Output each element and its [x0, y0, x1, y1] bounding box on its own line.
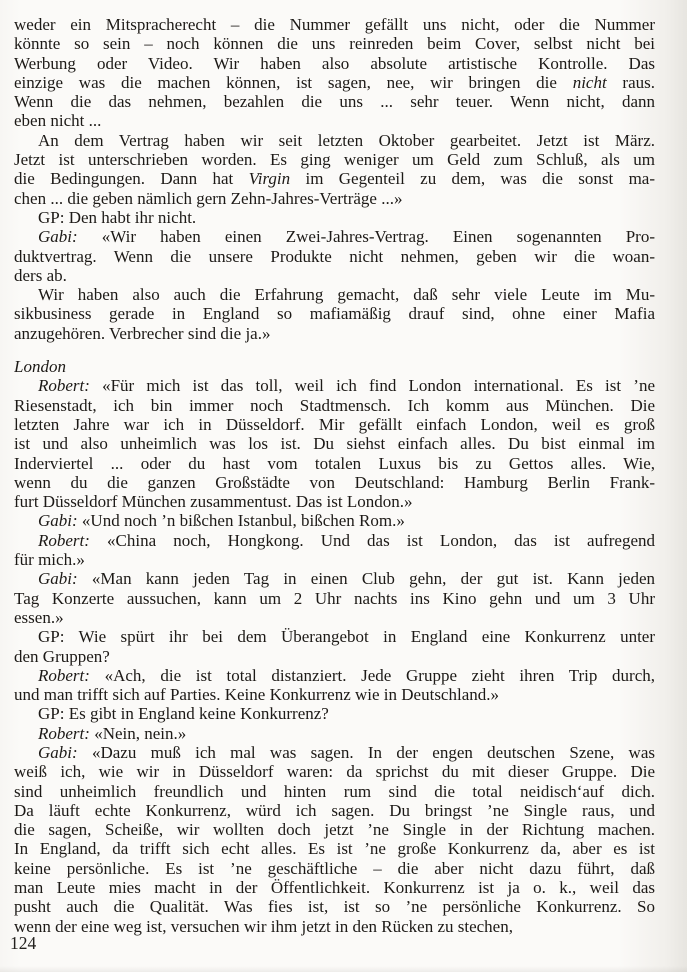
italic-text: Robert:	[38, 665, 90, 685]
text-run: Werbung oder Video. Wir haben also absolute artistische Kontrolle. Das	[14, 53, 655, 73]
text-run: könnte so sein – noch können die uns reinreden beim Cover, selbst nicht bei	[14, 34, 655, 54]
text-run: Inderviertel ... oder du hast vom totalen Luxus bis zu Gettos alles. Wie,	[14, 453, 655, 473]
text-line	[14, 92, 655, 111]
text-run: «Und noch ’n bißchen Istanbul, bißchen Rom.»	[77, 511, 405, 531]
text-run: Jetzt ist unterschrieben worden. Es ging weniger um Geld zum Schluß, als um	[14, 150, 655, 170]
text-run: sikbusiness gerade in England so mafiamäßig drauf sind, ohne einer Mafia	[14, 304, 655, 324]
italic-text: Virgin	[248, 169, 291, 189]
text-run: «Wir haben einen Zwei-Jahres-Vertrag. Einen sogenannten Pro-	[77, 227, 655, 247]
text-run: die Bedingungen. Dann hat	[14, 169, 249, 189]
text-line	[14, 415, 655, 434]
text-run: keine persönliche. Es ist ’ne geschäftliche – die aber nicht dazu führt, daß	[14, 858, 655, 878]
paragraph	[14, 569, 655, 627]
text-line	[14, 357, 655, 376]
text-line	[14, 454, 655, 473]
text-run: einzige was die machen können, ist sagen, nee, wir bringen die	[14, 72, 573, 92]
text-run: man Leute mies macht in der Öffentlichkeit. Konkurrenz ist ja o. k., weil das	[14, 878, 655, 898]
text-line	[14, 531, 655, 550]
paragraph	[14, 743, 655, 936]
text-run: GP: Es gibt in England keine Konkurrenz?	[38, 704, 329, 724]
text-line	[14, 511, 655, 530]
scan-edge-shadow	[0, 966, 687, 972]
text-line	[14, 73, 655, 92]
text-line	[14, 473, 655, 492]
text-line	[14, 15, 655, 34]
text-line	[14, 227, 655, 246]
text-line	[14, 724, 655, 743]
paragraph	[14, 376, 655, 511]
text-run: chen ... die geben nämlich gern Zehn-Jahres-Verträge ...»	[14, 188, 403, 208]
text-run: raus.	[606, 72, 655, 92]
text-run: «Für mich ist das toll, weil ich find London international. Es ist ’ne	[89, 376, 655, 396]
text-line	[14, 304, 655, 323]
text-run: Tag Konzerte aussuchen, kann um 2 Uhr nachts ins Kino gehn und um 3 Uhr	[14, 588, 655, 608]
text-line	[14, 111, 655, 130]
text-line	[14, 266, 655, 285]
text-line	[14, 492, 655, 511]
text-run: eben nicht ...	[14, 111, 102, 131]
paragraph	[14, 627, 655, 666]
italic-text: nicht	[572, 72, 607, 92]
text-line	[14, 434, 655, 453]
text-line	[14, 208, 655, 227]
text-run: «Man kann jeden Tag in einen Club gehn, der gut ist. Kann jeden	[77, 569, 655, 589]
text-line	[14, 917, 655, 936]
text-line	[14, 169, 655, 188]
paragraph	[14, 208, 655, 227]
text-line	[14, 34, 655, 53]
text-line	[14, 550, 655, 569]
italic-text: Gabi:	[38, 569, 78, 589]
text-line	[14, 324, 655, 343]
italic-text: Robert:	[38, 376, 90, 396]
text-run: sind unheimlich freundlich und hinten rum sind die total neidisch‘auf dich.	[14, 781, 655, 801]
text-line	[14, 189, 655, 208]
text-run: «China noch, Hongkong. Und das ist London, das ist aufregend	[89, 530, 655, 550]
paragraph	[14, 131, 655, 208]
paragraph	[14, 511, 655, 530]
text-run: «Dazu muß ich mal was sagen. In der engen deutschen Szene, was	[77, 742, 655, 762]
text-line	[14, 569, 655, 588]
paragraph	[14, 15, 655, 131]
text-run: anzugehören. Verbrecher sind die ja.»	[14, 323, 271, 343]
text-run: «Ach, die ist total distanziert. Jede Gruppe zieht ihren Trip durch,	[89, 665, 655, 685]
text-run: Da läuft echte Konkurrenz, würd ich sagen. Du bringst ’ne Single raus, und	[14, 800, 655, 820]
text-run: ist und also unheimlich was los ist. Du siehst einfach alles. Du bist einmal im	[14, 434, 655, 454]
italic-text: Gabi:	[38, 227, 78, 247]
page-number: 124	[10, 933, 37, 953]
italic-text: Robert:	[38, 723, 90, 743]
text-run: wenn der eine weg ist, versuchen wir ihm jetzt in den Rücken zu stechen,	[14, 916, 513, 936]
text-line	[14, 396, 655, 415]
paragraph	[14, 285, 655, 343]
text-run: letzten Jahre war ich in Düsseldorf. Mir gefällt einfach London, weil es groß	[14, 414, 655, 434]
text-line	[14, 704, 655, 723]
text-line	[14, 608, 655, 627]
text-run: wenn du die ganzen Großstädte von Deutschland: Hamburg Berlin Frank-	[14, 472, 655, 492]
text-line	[14, 801, 655, 820]
text-run: duktvertrag. Wenn die unsere Produkte nicht nehmen, geben wir die woan-	[14, 246, 655, 266]
italic-text: Gabi:	[38, 742, 78, 762]
text-run: GP: Den habt ihr nicht.	[38, 207, 197, 227]
text-run: pusht auch die Qualität. Was fies ist, ist so ’ne persönliche Konkurrenz. So	[14, 897, 655, 917]
text-line	[14, 859, 655, 878]
text-run: furt Düsseldorf München zusammentust. Das ist London.»	[14, 492, 413, 512]
text-run: essen.»	[14, 607, 64, 627]
text-run: weiß ich, wie wir in Düsseldorf waren: da sprichst du mit dieser Gruppe. Die	[14, 762, 655, 782]
text-line	[14, 762, 655, 781]
text-block	[14, 15, 655, 936]
text-line	[14, 247, 655, 266]
text-run: Wenn die das nehmen, bezahlen die uns ... sehr teuer. Wenn nicht, dann	[14, 92, 655, 112]
text-run: weder ein Mitspracherecht – die Nummer gefällt uns nicht, oder die Nummer	[14, 15, 655, 34]
paragraph	[14, 704, 655, 723]
text-line	[14, 820, 655, 839]
paragraph	[14, 666, 655, 705]
text-line	[14, 376, 655, 395]
text-run: für mich.»	[14, 550, 85, 570]
text-run: die sagen, Scheiße, wir wollten doch jetzt ’ne Single in der Richtung machen.	[14, 820, 655, 840]
paragraph	[14, 531, 655, 570]
text-line	[14, 897, 655, 916]
text-run: den Gruppen?	[14, 646, 110, 666]
text-line	[14, 285, 655, 304]
text-run: Riesenstadt, ich bin immer noch Stadtmensch. Ich komm aus München. Die	[14, 395, 655, 415]
text-run: GP: Wie spürt ihr bei dem Überangebot in England eine Konkurrenz unter	[38, 627, 655, 647]
italic-text: Robert:	[38, 530, 90, 550]
text-line	[14, 666, 655, 685]
text-line	[14, 150, 655, 169]
text-run: im Gegenteil zu dem, was die sonst ma-	[290, 169, 655, 189]
paragraph	[14, 227, 655, 285]
text-line	[14, 782, 655, 801]
text-run: In England, da trifft sich echt alles. Es ist ’ne große Konkurrenz da, aber es ist	[14, 839, 655, 859]
text-run: Wir haben also auch die Erfahrung gemacht, daß sehr viele Leute im Mu-	[38, 285, 655, 305]
text-line	[14, 627, 655, 646]
text-line	[14, 839, 655, 858]
text-line	[14, 589, 655, 608]
text-line	[14, 878, 655, 897]
text-line	[14, 685, 655, 704]
text-line	[14, 743, 655, 762]
text-run: ders ab.	[14, 265, 67, 285]
text-run: An dem Vertrag haben wir seit letzten Oktober gearbeitet. Jetzt ist März.	[38, 130, 655, 150]
italic-text: Gabi:	[38, 511, 78, 531]
text-line	[14, 647, 655, 666]
text-run: und man trifft sich auf Parties. Keine Konkurrenz wie in Deutschland.»	[14, 685, 499, 705]
text-line	[14, 54, 655, 73]
italic-text: London	[14, 357, 66, 377]
section-heading	[14, 357, 655, 376]
text-line	[14, 131, 655, 150]
text-run: «Nein, nein.»	[89, 723, 187, 743]
paragraph	[14, 724, 655, 743]
